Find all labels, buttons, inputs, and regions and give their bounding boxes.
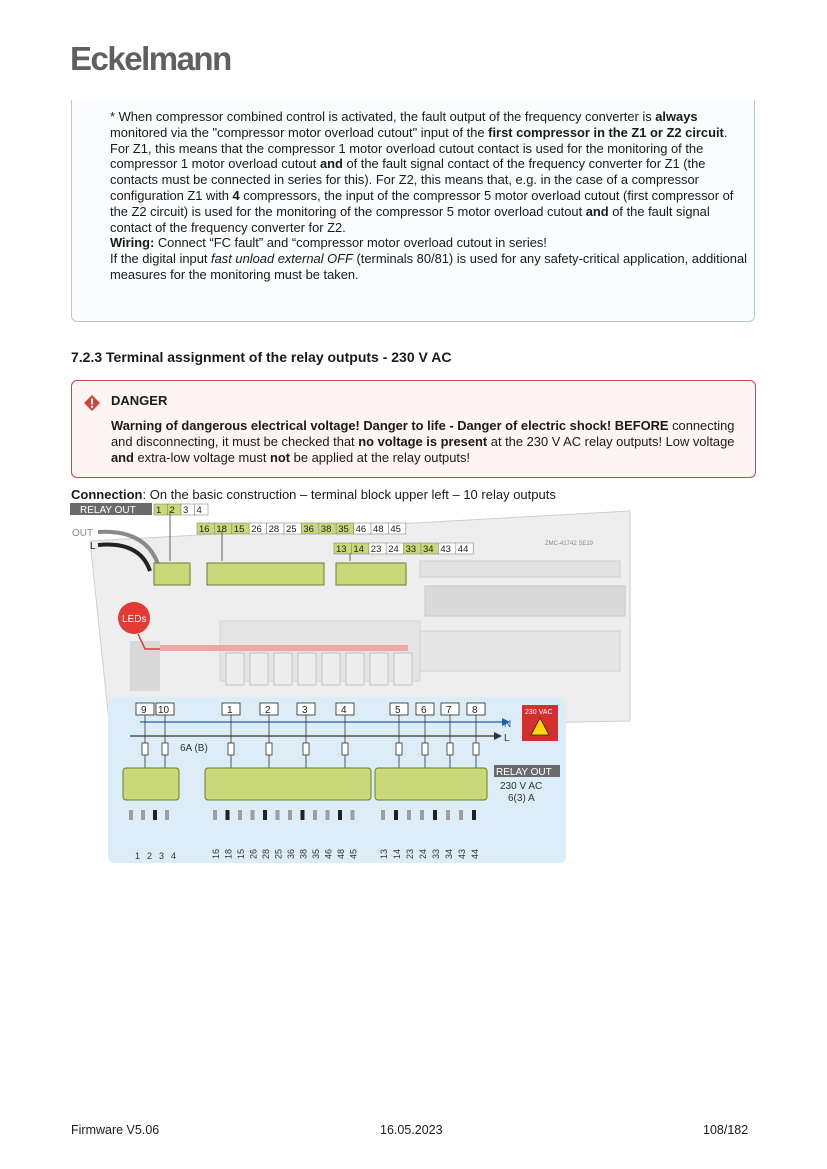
bottom-terminal-18: 18	[223, 848, 234, 859]
connector-16-45	[207, 563, 324, 585]
bottom-terminal-43: 43	[457, 848, 467, 859]
contact-symbol	[288, 810, 292, 820]
contact-symbol	[251, 810, 255, 820]
fuse-icon	[447, 743, 453, 755]
right-terminal-label-43: 43	[440, 544, 451, 555]
mid-terminal-label-45: 45	[390, 524, 401, 535]
relay-number-3: 3	[302, 705, 308, 716]
mid-terminal-label-26: 26	[251, 524, 262, 535]
mid-terminal-label-16: 16	[199, 524, 210, 535]
bottom-terminal-35: 35	[311, 848, 321, 859]
contact-symbol	[459, 810, 463, 820]
bottom-terminal-2: 2	[147, 851, 153, 861]
relay-number-10: 10	[158, 705, 170, 716]
connector-1-4	[154, 563, 190, 585]
bottom-terminal-4: 4	[171, 851, 177, 861]
bottom-terminal-15: 15	[236, 848, 246, 859]
bottom-terminal-28: 28	[261, 848, 271, 859]
top-terminal-label-2: 2	[169, 505, 175, 516]
contact-symbol	[313, 810, 317, 820]
right-terminal-labels	[334, 543, 473, 555]
fuse-icon	[473, 743, 479, 755]
mid-terminal-label-35: 35	[338, 524, 349, 535]
mid-terminal-label-25: 25	[286, 524, 297, 535]
contact-symbol	[381, 810, 385, 820]
mid-terminal-label-36: 36	[303, 524, 314, 535]
bottom-terminal-46: 46	[323, 848, 334, 859]
contact-symbol	[238, 810, 242, 820]
right-terminal-label-14: 14	[353, 544, 364, 555]
leds-label: LEDs	[122, 614, 147, 625]
fuse-label: 6A (B)	[180, 743, 208, 754]
bottom-terminal-33: 33	[431, 848, 441, 859]
l-label: L	[90, 541, 96, 552]
fuse-icon	[342, 743, 348, 755]
terminal-block-2	[205, 768, 371, 800]
note-paragraph-4: If the digital input fast unload external OFF (terminals 80/81) is used for any safety-critical application, additional measures for the monitoring must be taken.	[110, 251, 747, 282]
rating-current: 6(3) A	[508, 793, 535, 804]
relay-block	[250, 653, 268, 685]
contact-symbol	[165, 810, 169, 820]
footer-page: 108/182	[703, 1123, 749, 1137]
bottom-terminal-13: 13	[379, 848, 389, 859]
bottom-terminal-45: 45	[348, 848, 359, 859]
bottom-terminal-1: 1	[135, 851, 141, 861]
contact-symbol	[141, 810, 145, 820]
terminal-blocks	[123, 768, 487, 800]
danger-warning-icon	[83, 394, 101, 412]
footer-firmware: Firmware V5.06	[71, 1123, 160, 1137]
l2-label: L	[504, 733, 510, 744]
relay-number-1: 1	[227, 705, 233, 716]
fuse-icon	[142, 743, 148, 755]
fuse-icon	[396, 743, 402, 755]
n-label: N	[504, 719, 512, 730]
bottom-terminal-3: 3	[159, 851, 165, 861]
relay-output-figure	[70, 501, 640, 863]
right-terminal-label-24: 24	[388, 544, 399, 555]
out-label: OUT	[72, 528, 94, 539]
contact-symbol	[472, 810, 476, 820]
rating-voltage: 230 V AC	[500, 781, 543, 792]
note-text	[110, 109, 750, 283]
right-terminal-label-44: 44	[457, 544, 469, 555]
right-terminal-label-23: 23	[370, 544, 382, 555]
contact-symbol	[326, 810, 330, 820]
contact-symbol	[226, 810, 230, 820]
terminal-block-1	[123, 768, 179, 800]
contact-symbol	[420, 810, 424, 820]
bottom-terminal-48: 48	[336, 848, 346, 859]
bottom-terminal-38: 38	[298, 848, 309, 859]
mid-terminal-label-46: 46	[355, 524, 367, 535]
right-terminal-label-33: 33	[405, 544, 417, 555]
relay-block	[394, 653, 412, 685]
relay-block	[274, 653, 292, 685]
danger-title: DANGER	[111, 393, 168, 408]
rating-title: RELAY OUT	[496, 767, 552, 778]
bottom-terminal-25: 25	[273, 848, 284, 859]
contact-symbol	[338, 810, 342, 820]
footer-date: 16.05.2023	[380, 1123, 443, 1137]
contact-symbol	[407, 810, 411, 820]
relay-number-9: 9	[141, 705, 147, 716]
bottom-terminal-24: 24	[418, 848, 428, 859]
contact-symbol	[301, 810, 305, 820]
fuse-icon	[303, 743, 309, 755]
eckelmann-logo: Eckelmann	[70, 40, 231, 77]
bottom-terminal-16: 16	[211, 848, 221, 859]
note-paragraph-2: For Z1, this means that the compressor 1 motor overload cutout contact is used for the monitoring of the compressor 1 motor overload cutout and of the fault signal contact of the frequency converter for Z1 (the contacts must be connected in series for this). For Z2, this means that, e.g. in the case of a compressor configuration Z1 with 4 compressors, the input of the compressor 5 motor overload cutout (first compressor of the Z2 circuit) is used for the monitoring of the compressor 5 motor overload cutout and of the fault signal contact of the frequency converter for Z2.	[110, 140, 734, 235]
led-strip	[160, 645, 408, 651]
relay-number-2: 2	[265, 705, 271, 716]
section-heading: 7.2.3 Terminal assignment of the relay outputs - 230 V AC	[71, 349, 452, 365]
relay-block	[346, 653, 364, 685]
connector-13-44	[336, 563, 406, 585]
mid-terminal-labels	[197, 523, 406, 535]
mid-terminal-label-48: 48	[373, 524, 384, 535]
relay-block	[370, 653, 388, 685]
note-paragraph-3: Wiring: Connect “FC fault” and “compressor motor overload cutout in series!	[110, 235, 547, 251]
fuse-icon	[162, 743, 168, 755]
top-terminal-label-3: 3	[183, 505, 189, 516]
relay-number-5: 5	[395, 705, 401, 716]
relay-block	[226, 653, 244, 685]
relay-number-8: 8	[472, 705, 478, 716]
fuse-icon	[266, 743, 272, 755]
contact-symbol	[351, 810, 355, 820]
hv-label: 230 VAC	[525, 709, 553, 716]
fuse-icon	[422, 743, 428, 755]
mid-terminal-label-38: 38	[320, 524, 332, 535]
relay-out-label: RELAY OUT	[80, 505, 136, 516]
terminal-block-3	[375, 768, 487, 800]
relay-number-4: 4	[341, 705, 347, 716]
connection-caption: Connection: On the basic construction – terminal block upper left – 10 relay outputs	[71, 487, 556, 502]
contact-symbol	[153, 810, 157, 820]
right-terminal-label-13: 13	[336, 544, 347, 555]
mid-terminal-label-28: 28	[268, 524, 280, 535]
top-terminal-label-1: 1	[156, 505, 162, 516]
top-terminal-label-4: 4	[196, 505, 202, 516]
contact-symbol	[276, 810, 280, 820]
bottom-terminal-44: 44	[470, 848, 480, 859]
bottom-terminal-36: 36	[286, 848, 296, 859]
bottom-terminal-34: 34	[444, 848, 454, 859]
note-paragraph-1: * When compressor combined control is activated, the fault output of the frequency converter is always monitored via the "compressor motor overload cutout" input of the first compressor in the Z1 or Z2 circuit.	[110, 109, 728, 140]
contact-symbol	[129, 810, 133, 820]
bottom-terminal-23: 23	[405, 848, 415, 859]
relay-block	[298, 653, 316, 685]
bottom-terminal-14: 14	[392, 848, 402, 859]
contact-symbol	[263, 810, 267, 820]
mid-terminal-label-15: 15	[233, 524, 245, 535]
relay-block	[322, 653, 340, 685]
right-terminal-label-34: 34	[423, 544, 434, 555]
danger-text: Warning of dangerous electrical voltage! Danger to life - Danger of electric shock! BEFORE connecting and disconnecting, it must be checked that no voltage is present at the 230 V AC relay outputs! Low voltage and extra-low voltage must not be applied at the relay outputs!	[111, 418, 735, 465]
fuse-icon	[228, 743, 234, 755]
bottom-terminal-26: 26	[248, 848, 259, 859]
relay-number-7: 7	[446, 705, 452, 716]
relay-number-6: 6	[421, 705, 427, 716]
board-label: ZMC-41742 SE19	[545, 541, 594, 547]
contact-symbol	[213, 810, 217, 820]
contact-symbol	[433, 810, 437, 820]
contact-symbol	[446, 810, 450, 820]
top-terminal-labels	[154, 504, 208, 516]
contact-symbol	[394, 810, 398, 820]
mid-terminal-label-18: 18	[216, 524, 227, 535]
